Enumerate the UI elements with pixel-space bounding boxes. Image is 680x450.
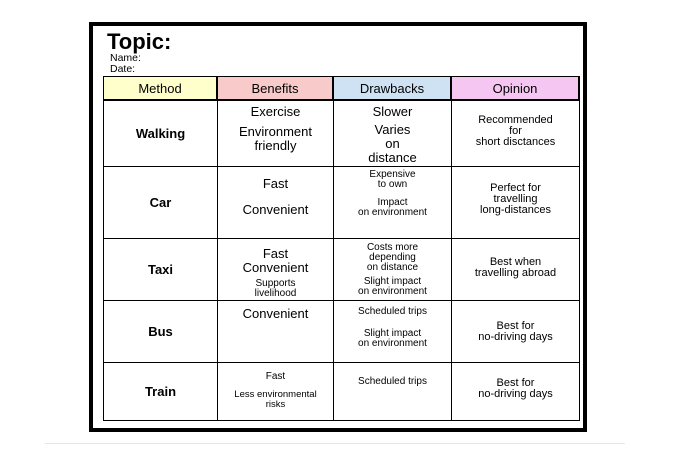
method-taxi: Taxi bbox=[104, 239, 218, 301]
benefits-taxi bbox=[218, 239, 334, 301]
header-drawbacks: Drawbacks bbox=[334, 77, 452, 101]
opinion-walking bbox=[452, 101, 580, 167]
benefit-text: Convenient bbox=[242, 260, 309, 275]
benefit-text: Supports bbox=[255, 278, 296, 289]
opinion-text: Recommended bbox=[478, 114, 553, 126]
benefits-walking bbox=[218, 101, 334, 167]
header-benefits: Benefits bbox=[218, 77, 334, 101]
drawbacks-walking bbox=[334, 101, 452, 167]
opinion-text: Perfect for bbox=[490, 182, 541, 194]
drawback-text: distance bbox=[368, 150, 417, 165]
drawback-text: on environment bbox=[358, 286, 427, 297]
opinion-car bbox=[452, 167, 580, 239]
method-walking: Walking bbox=[104, 101, 218, 167]
bottom-divider bbox=[45, 443, 625, 444]
benefit-text: Fast bbox=[262, 246, 289, 261]
drawback-text: Slight impact bbox=[363, 328, 422, 339]
header-method: Method bbox=[104, 77, 218, 101]
opinion-train bbox=[452, 363, 580, 421]
opinion-text: travelling bbox=[493, 193, 538, 205]
opinion-text: short disctances bbox=[475, 136, 556, 148]
benefits-car bbox=[218, 167, 334, 239]
benefit-text: livelihood bbox=[254, 288, 297, 299]
name-label: Name: bbox=[110, 52, 141, 64]
drawback-text: depending bbox=[369, 252, 416, 263]
benefit-text: Convenient bbox=[242, 306, 309, 321]
benefit-text: Fast bbox=[262, 176, 289, 191]
drawback-text: to own bbox=[377, 179, 408, 190]
benefit-text: Fast bbox=[265, 371, 286, 382]
comparison-table bbox=[103, 76, 580, 421]
drawbacks-car bbox=[334, 167, 452, 239]
opinion-text: no-driving days bbox=[478, 331, 553, 343]
header-opinion: Opinion bbox=[452, 77, 580, 101]
date-label: Date: bbox=[110, 63, 136, 75]
benefit-text: friendly bbox=[254, 138, 297, 153]
drawback-text: on bbox=[385, 136, 400, 151]
drawback-text: Scheduled trips bbox=[358, 376, 427, 387]
drawback-text: on distance bbox=[366, 262, 419, 273]
drawback-text: Impact bbox=[377, 197, 408, 208]
drawback-text: on environment bbox=[358, 207, 427, 218]
drawbacks-bus bbox=[334, 301, 452, 363]
drawback-text: Costs more bbox=[366, 242, 419, 253]
drawback-text: on environment bbox=[358, 338, 427, 349]
drawbacks-train bbox=[334, 363, 452, 421]
benefit-text: Environment bbox=[239, 124, 312, 139]
drawbacks-taxi bbox=[334, 239, 452, 301]
drawback-text: Slower bbox=[372, 104, 413, 119]
opinion-text: Best for bbox=[496, 320, 535, 332]
benefit-text: risks bbox=[265, 399, 286, 410]
opinion-text: for bbox=[509, 125, 522, 137]
method-bus: Bus bbox=[104, 301, 218, 363]
benefit-text: Exercise bbox=[250, 104, 301, 119]
topic-title: Topic: bbox=[107, 29, 172, 54]
opinion-text: long-distances bbox=[480, 204, 551, 216]
opinion-text: no-driving days bbox=[478, 388, 553, 400]
opinion-text: Best for bbox=[496, 377, 535, 389]
worksheet bbox=[89, 22, 587, 432]
benefits-bus bbox=[218, 301, 334, 363]
opinion-text: travelling abroad bbox=[474, 267, 557, 279]
drawback-text: Scheduled trips bbox=[358, 306, 427, 317]
method-car: Car bbox=[104, 167, 218, 239]
benefit-text: Less environmental bbox=[234, 389, 317, 400]
drawback-text: Varies bbox=[374, 122, 411, 137]
benefits-train bbox=[218, 363, 334, 421]
method-train: Train bbox=[104, 363, 218, 421]
opinion-text: Best when bbox=[489, 256, 542, 268]
benefit-text: Convenient bbox=[242, 202, 309, 217]
drawback-text: Expensive bbox=[369, 169, 416, 180]
opinion-bus bbox=[452, 301, 580, 363]
opinion-taxi bbox=[452, 239, 580, 301]
drawback-text: Slight impact bbox=[363, 276, 422, 287]
